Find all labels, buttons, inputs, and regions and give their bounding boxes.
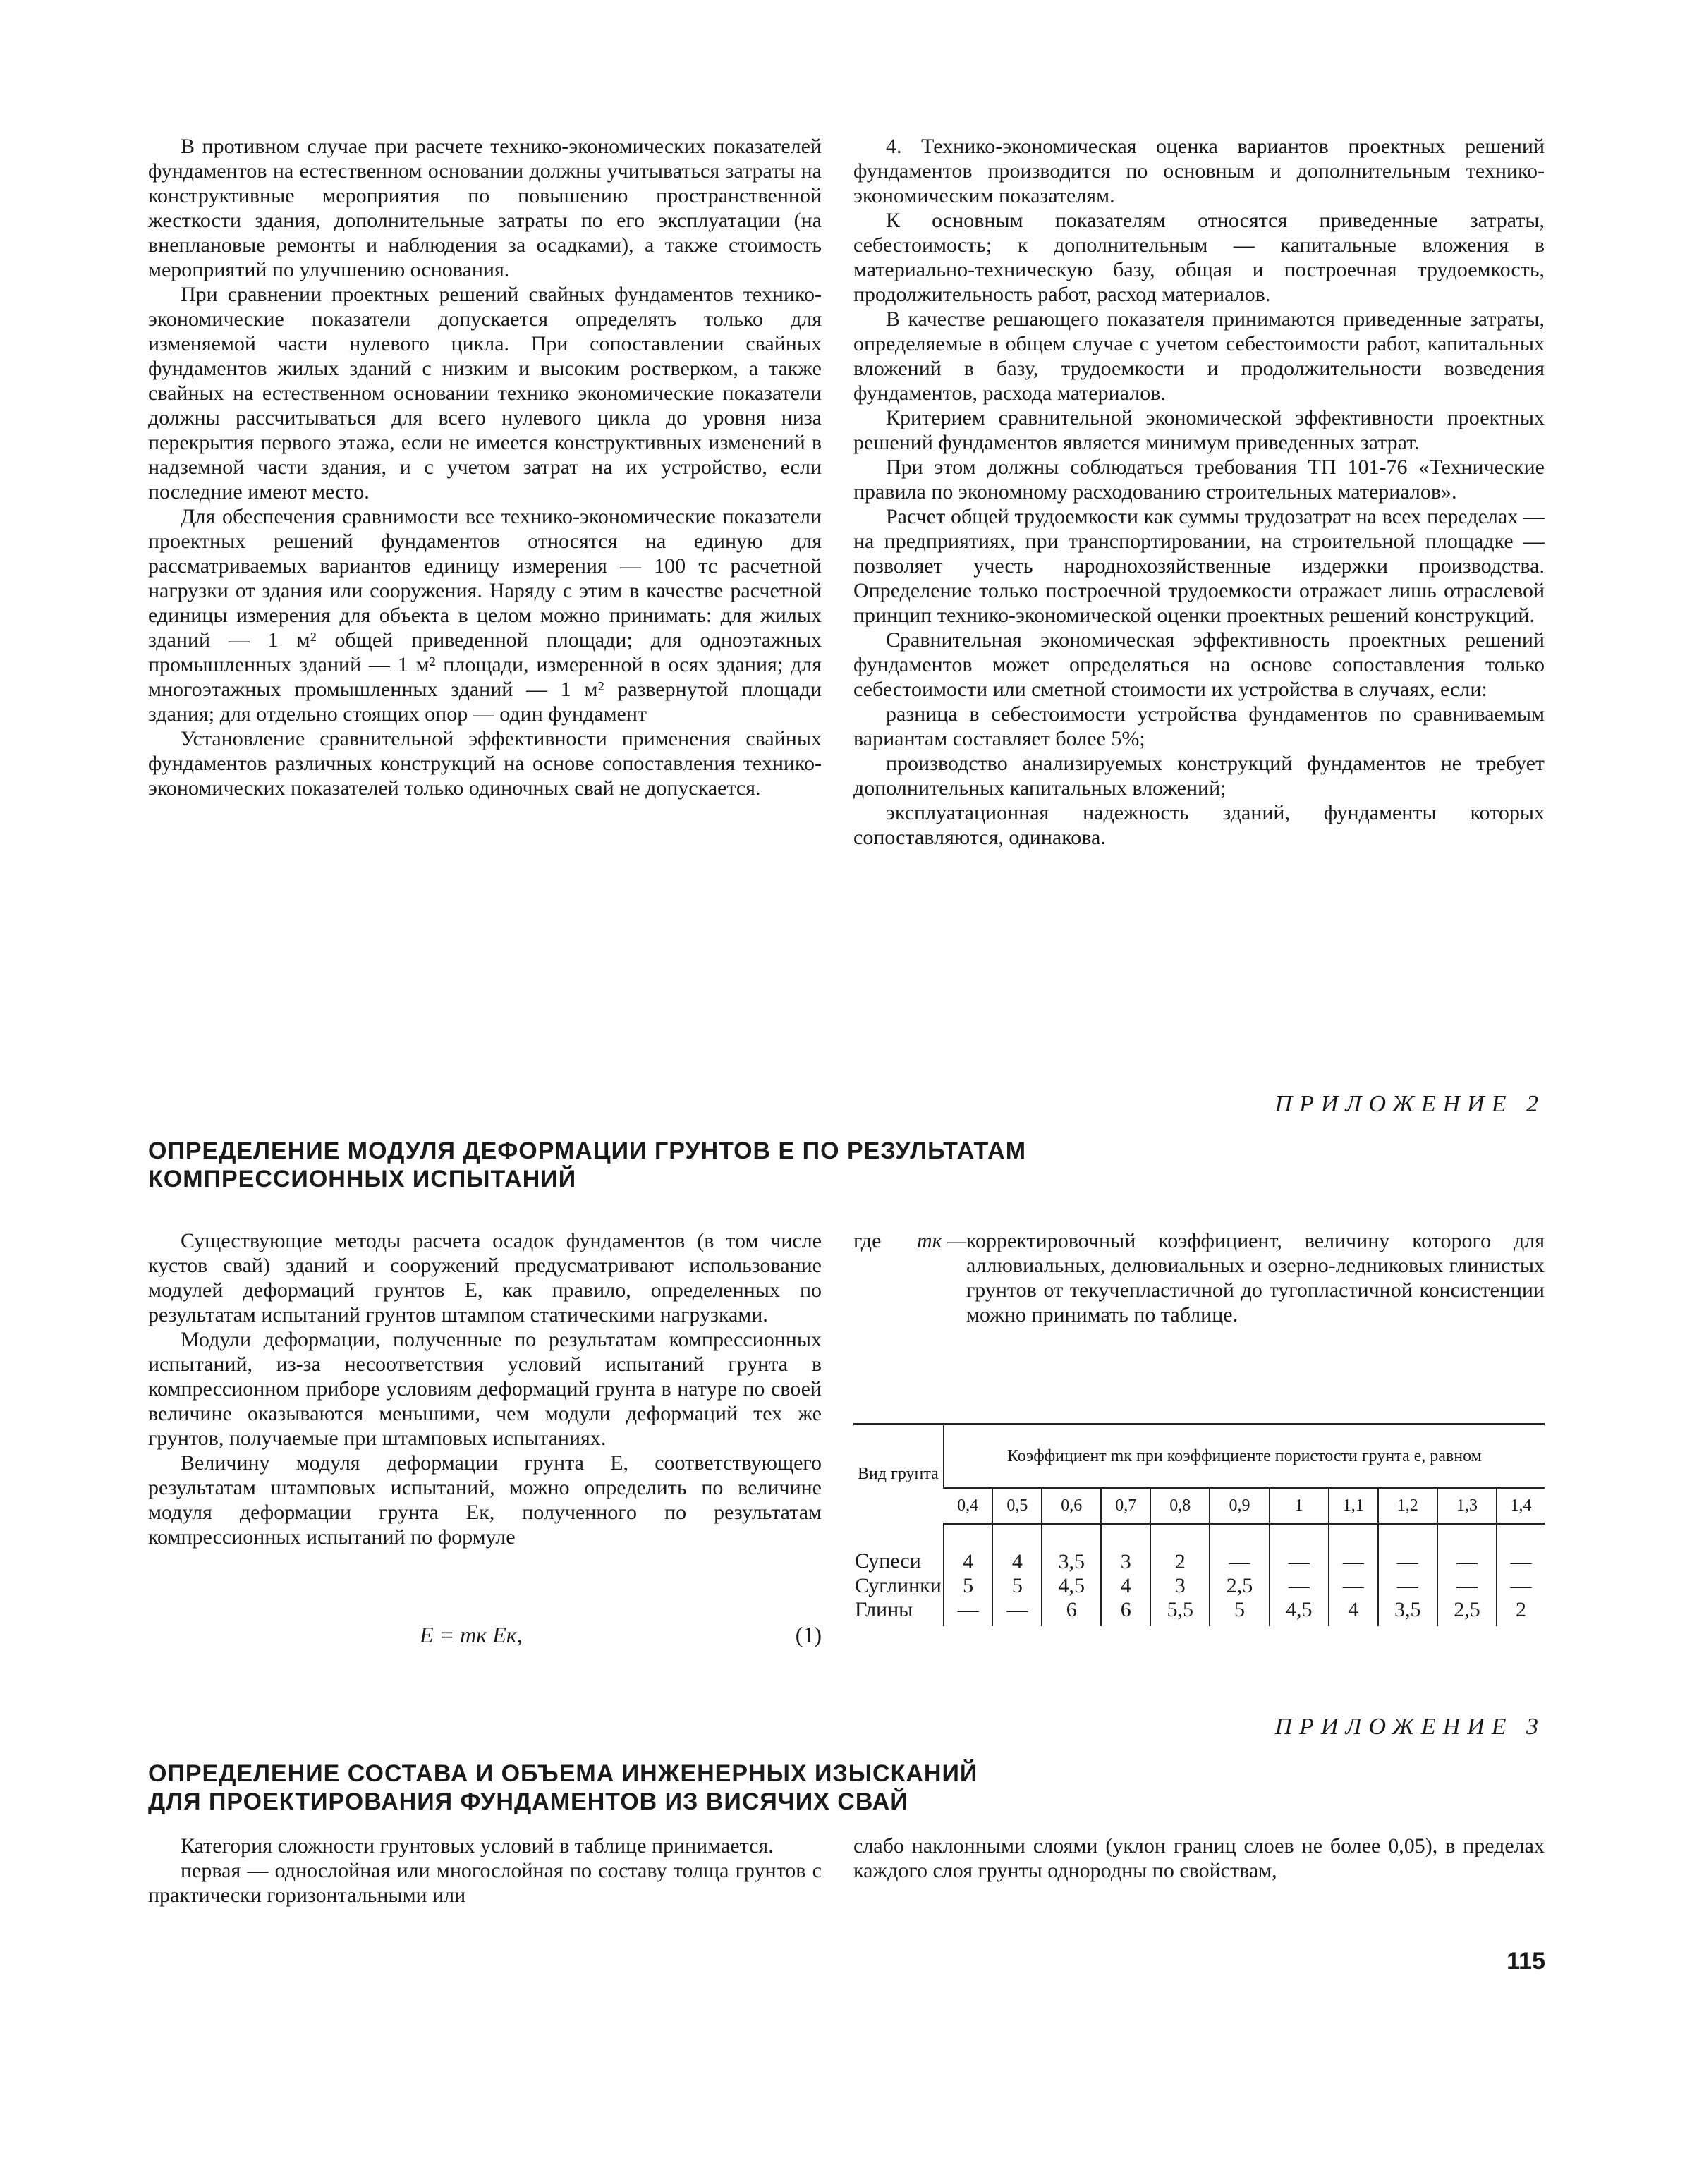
table-row xyxy=(853,1574,1545,1598)
paragraph: разница в себестоимости устройства фундаментов по сравниваемым вариантам составляет более 5%; xyxy=(853,702,1545,750)
table-cell: 5 xyxy=(992,1574,1042,1598)
appendix-2-title-line-2: КОМПРЕССИОННЫХ ИСПЫТАНИЙ xyxy=(148,1166,577,1192)
table-header-group: Коэффициент mк при коэффициенте пористости грунта e, равном xyxy=(944,1425,1545,1489)
page-number: 115 xyxy=(1507,1948,1545,1975)
paragraph: Сравнительная экономическая эффективность проектных решений фундаментов может определяться на основе сопоставления только себестоимости или сметной стоимости их устройства в случаях, если: xyxy=(853,628,1545,701)
table-col-header: 0,5 xyxy=(992,1488,1042,1524)
table-cell: 6 xyxy=(1042,1598,1101,1626)
table-cell: — xyxy=(1329,1524,1378,1575)
table-cell: — xyxy=(1497,1524,1545,1575)
top-left-column xyxy=(148,134,822,800)
table-col-header: 1,1 xyxy=(1329,1488,1378,1524)
table-row-label: Супеси xyxy=(855,1549,921,1573)
table-cell: 5,5 xyxy=(1150,1598,1210,1626)
paragraph: Установление сравнительной эффективности применения свайных фундаментов различных конструкций на основе сопоставления технико-экономических показателей только одиночных свай не допускается. xyxy=(148,727,822,800)
table-cell: — xyxy=(992,1598,1042,1626)
table-cell: 2,5 xyxy=(1437,1598,1497,1626)
appendix-3-title xyxy=(148,1759,1418,1816)
table-row-label: Глины xyxy=(855,1598,913,1621)
appendix-2-title xyxy=(148,1137,1418,1193)
appendix-2-label: ПРИЛОЖЕНИЕ 2 xyxy=(1274,1091,1545,1117)
table-cell: — xyxy=(1378,1524,1437,1575)
where-label: где xyxy=(853,1229,882,1252)
table-cell: 4 xyxy=(944,1524,993,1575)
formula: E = mк Eк, xyxy=(420,1622,523,1647)
paragraph: К основным показателям относятся приведенные затраты, себестоимость; к дополнительным — капитальные вложения в материально-техническую базу, общая и построечная трудоемкость, продолжительность работ, расход материалов. xyxy=(853,209,1545,306)
table-cell: 3 xyxy=(1101,1524,1150,1575)
appendix-3-right-column xyxy=(853,1834,1545,1883)
formula-number: (1) xyxy=(795,1622,822,1647)
table-row-label: Суглинки xyxy=(855,1574,942,1597)
table-cell: 5 xyxy=(944,1574,993,1598)
table-cell: 4 xyxy=(1101,1574,1150,1598)
paragraph: производство анализируемых конструкций фундаментов не требует дополнительных капитальных вложений; xyxy=(853,752,1545,800)
appendix-3-title-line-1: ОПРЕДЕЛЕНИЕ СОСТАВА И ОБЪЕМА ИНЖЕНЕРНЫХ ИЗЫСКАНИЙ xyxy=(148,1760,978,1787)
table-col-header: 1,2 xyxy=(1378,1488,1437,1524)
table-col-header: 0,6 xyxy=(1042,1488,1101,1524)
table-cell: — xyxy=(1270,1574,1329,1598)
table-col-header: 1,3 xyxy=(1437,1488,1497,1524)
table-header-soil-type: Вид грунта xyxy=(857,1465,939,1484)
table-col-header: 0,8 xyxy=(1150,1488,1210,1524)
table-cell: 4,5 xyxy=(1042,1574,1101,1598)
paragraph: В качестве решающего показателя принимаются приведенные затраты, определяемые в общем случае с учетом себестоимости работ, капитальных вложений в базу, трудоемкости и продолжительности возведения фундаментов, расхода материалов. xyxy=(853,307,1545,405)
table-cell: 4 xyxy=(1329,1598,1378,1626)
paragraph: эксплуатационная надежность зданий, фундаменты которых сопоставляются, одинакова. xyxy=(853,801,1545,849)
table-cell: 3 xyxy=(1150,1574,1210,1598)
table-col-header: 0,7 xyxy=(1101,1488,1150,1524)
paragraph: Категория сложности грунтовых условий в таблице принимается. xyxy=(181,1834,774,1857)
paragraph: Для обеспечения сравнимости все технико-экономические показатели проектных решений фундаментов относятся на единую для рассматриваемых вариантов единицу измерения — 100 тс расчетной нагрузки от здания или сооружения. Наряду с этим в качестве расчетной единицы измерения для объекта в целом можно принимать: для жилых зданий — 1 м² общей приведенной площади; для одноэтажных промышленных зданий — 1 м² площади, измеренной в осях здания; для многоэтажных промышленных зданий — 1 м² развернутой площади здания; для отдельно стоящих опор — один фундамент xyxy=(148,505,822,726)
paragraph: При этом должны соблюдаться требования ТП 101-76 «Технические правила по экономному расходованию строительных материалов». xyxy=(853,456,1545,504)
top-right-column xyxy=(853,134,1545,850)
table-col-header: 1,4 xyxy=(1497,1488,1545,1524)
table-cell: 4,5 xyxy=(1270,1598,1329,1626)
paragraph: Существующие методы расчета осадок фундаментов (в том числе кустов свай) зданий и сооружений предусматривают использование модулей деформаций грунтов E, как правило, определенных по результатам испытаний грунтов штампом статическими нагрузками. xyxy=(148,1229,822,1326)
paragraph: 4. Технико-экономическая оценка вариантов проектных решений фундаментов производится по основным и дополнительным технико-экономическим показателям. xyxy=(853,135,1545,207)
appendix-2-title-line-1: ОПРЕДЕЛЕНИЕ МОДУЛЯ ДЕФОРМАЦИИ ГРУНТОВ E ПО РЕЗУЛЬТАТАМ xyxy=(148,1137,1027,1164)
table-cell: — xyxy=(1329,1574,1378,1598)
table-cell: 5 xyxy=(1210,1598,1269,1626)
table-cell: — xyxy=(1437,1574,1497,1598)
appendix-3-title-line-2: ДЛЯ ПРОЕКТИРОВАНИЯ ФУНДАМЕНТОВ ИЗ ВИСЯЧИХ СВАЙ xyxy=(148,1788,908,1815)
coefficient-table xyxy=(853,1423,1545,1626)
table-cell: — xyxy=(1378,1574,1437,1598)
table-cell: 3,5 xyxy=(1378,1598,1437,1626)
paragraph: Расчет общей трудоемкости как суммы трудозатрат на всех переделах — на предприятиях, при транспортировании, на строительной площадке — позволяет учесть народнохозяйственные издержки производства. Определение только построечной трудоемкости отражает лишь отраслевой принцип технико-экономической оценки проектных решений конструкций. xyxy=(853,505,1545,627)
table-cell: 4 xyxy=(992,1524,1042,1575)
paragraph: первая — однослойная или многослойная по составу толща грунтов с практически горизонтальными или xyxy=(148,1859,822,1907)
paragraph: Модули деформации, полученные по результатам компрессионных испытаний, из-за несоответствия условий испытаний грунта в компрессионном приборе условиям деформаций грунта в натуре по своей величине оказываются меньшими, чем модули деформаций тех же грунтов, получаемые при штамповых испытаниях. xyxy=(148,1328,822,1450)
table-cell: — xyxy=(1210,1524,1269,1575)
table-col-header: 0,9 xyxy=(1210,1488,1269,1524)
appendix-3-left-column xyxy=(148,1834,822,1908)
table-cell: 2 xyxy=(1150,1524,1210,1575)
table-cell: 2,5 xyxy=(1210,1574,1269,1598)
table-cell: 2 xyxy=(1497,1598,1545,1626)
paragraph: При сравнении проектных решений свайных фундаментов технико-экономические показатели допускается определять только для изменяемой части нулевого цикла. При сопоставлении свайных фундаментов жилых зданий с низким и высоким ростверком, а также свайных на естественном основании технико экономические показатели должны рассчитываться для всего нулевого цикла до уровня низа перекрытия первого этажа, если не имеется конструктивных изменений в надземной части здания, и с учетом затрат на их устройство, если последние имеют место. xyxy=(148,283,822,504)
where-text: корректировочный коэффициент, величину которого для аллювиальных, делювиальных и озерно-ледниковых глинистых грунтов от текучепластичной до тугопластичной консистенции можно принимать по таблице. xyxy=(966,1229,1545,1326)
paragraph: В противном случае при расчете технико-экономических показателей фундаментов на естественном основании должны учитываться затраты на конструктивные мероприятия по повышению пространственной жесткости здания, дополнительные затраты по его эксплуатации (на внеплановые ремонты и наблюдения за осадками), а также стоимость мероприятий по улучшению основания. xyxy=(148,135,822,281)
appendix-2-left-column xyxy=(148,1228,822,1549)
table-col-header: 0,4 xyxy=(944,1488,993,1524)
paragraph: слабо наклонными слоями (уклон границ слоев не более 0,05), в пределах каждого слоя грунты однородны по свойствам, xyxy=(853,1834,1545,1882)
table-cell: — xyxy=(1497,1574,1545,1598)
where-symbol: mк — xyxy=(917,1229,966,1252)
table-cell: — xyxy=(1437,1524,1497,1575)
table-row xyxy=(853,1524,1545,1575)
table-cell: 3,5 xyxy=(1042,1524,1101,1575)
appendix-3-label: ПРИЛОЖЕНИЕ 3 xyxy=(1274,1714,1545,1740)
table-row xyxy=(853,1598,1545,1626)
table-col-header: 1 xyxy=(1270,1488,1329,1524)
paragraph: Критерием сравнительной экономической эффективности проектных решений фундаментов является минимум приведенных затрат. xyxy=(853,406,1545,454)
table-cell: 6 xyxy=(1101,1598,1150,1626)
table-cell: — xyxy=(1270,1524,1329,1575)
paragraph: Величину модуля деформации грунта E, соответствующего результатам штамповых испытаний, можно определить по величине модуля деформации грунта Eк, полученного по результатам компрессионных испытаний по формуле xyxy=(148,1451,822,1549)
table-cell: — xyxy=(944,1598,993,1626)
